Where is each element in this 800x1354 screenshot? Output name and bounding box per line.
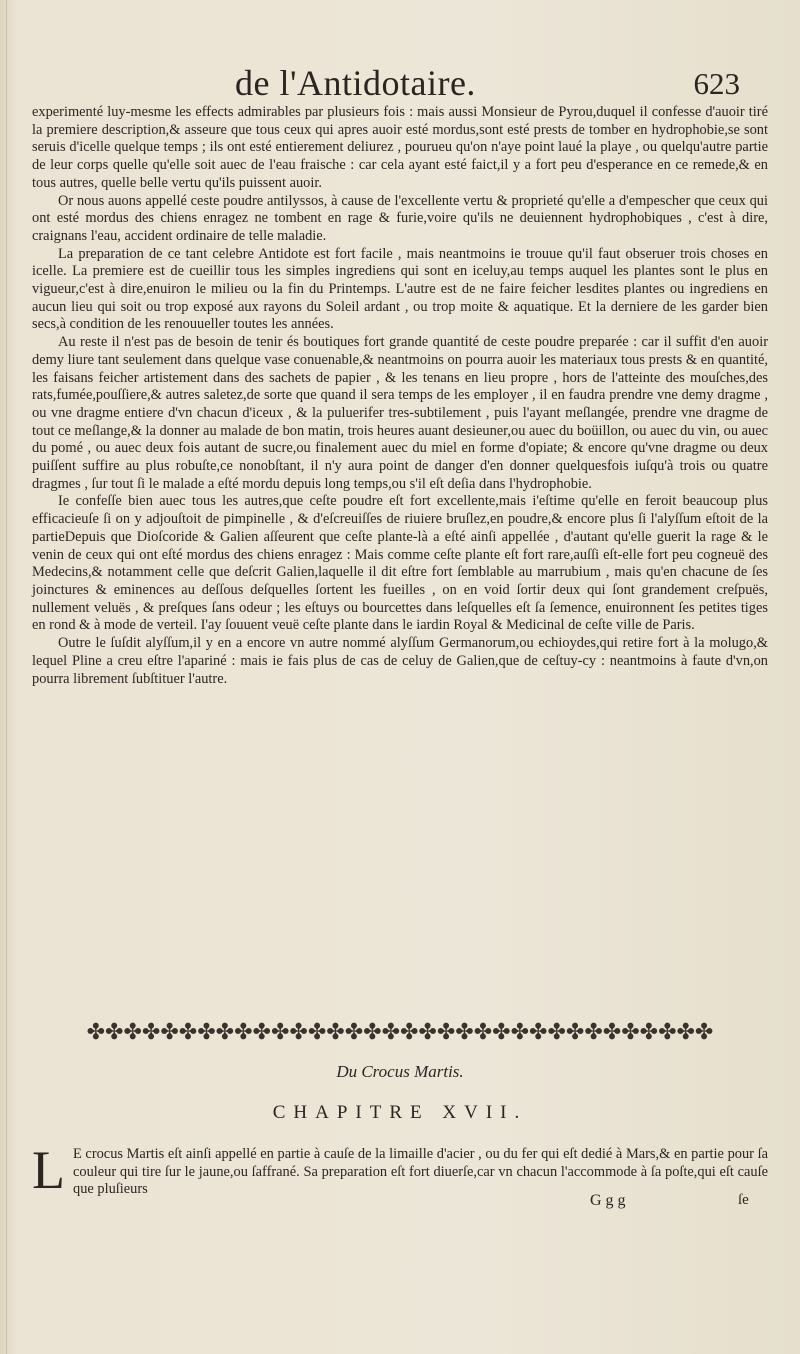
- paragraph-3: La preparation de ce tant celebre Antidote est fort facile , mais neantmoins ie trouue qu'il faut obseruer trois choses en icelle. La premiere est de cueillir tous les simples ingrediens qui sont en iceluy,au temps auquel les plantes sont le plus en vigueur,c'est à dire,enuiron le milieu ou la fin du Printemps. L'autre est de ne faire feicher lesdites plantes ou ingrediens en aucun lieu qui soit ou trop exposé aux rayons du Soleil ardant , ou trop moite & aquatique. Et la derniere de les garder bien secs,à condition de les renouueller toutes les années.: [32, 245, 768, 333]
- running-title: de l'Antidotaire.: [235, 63, 476, 103]
- page-gutter: [6, 0, 7, 1354]
- paragraph-6: Outre le ſuſdit alyſſum,il y en a encore vn autre nommé alyſſum Germanorum,ou echioydes,qui retire fort à la molugo,& lequel Pline a creu eſtre l'apariné : mais ie fais plus de cas de celuy de Galien,que de ceſtuy-cy : neantmoins à faute d'vn,on pourra librement ſubſtituer l'autre.: [32, 635, 768, 687]
- signature-mark: Ggg: [590, 1192, 630, 1209]
- catchword: ſe: [738, 1192, 749, 1208]
- ornament-band: ✤✤✤✤✤✤✤✤✤✤✤✤✤✤✤✤✤✤✤✤✤✤✤✤✤✤✤✤✤✤✤✤✤✤: [86, 1020, 714, 1045]
- drop-cap: L: [32, 1140, 65, 1200]
- chapter-heading: CHAPITRE XVII.: [272, 1102, 528, 1123]
- paragraph-5: Ie confeſſe bien auec tous les autres,que ceſte poudre eſt fort excellente,mais i'eſtime qu'elle en feroit beaucoup plus efficacieuſe ſi on y adjouſtoit de pimpinelle , & d'eſcreuiſſes de riuiere bruſlez,en poudre,& encore plus ſi l'alyſſum eſtoit de la partieDepuis que Dioſcoride & Galien aſſeurent que ceſte plante-là a eſté ainſi appellée , d'autant qu'elle guerit la rage & le venin de ceux qui ont eſté mordus des chiens enragez : Mais comme ceſte plante eſt fort rare,auſſi eſt-elle fort peu cogneuë des Medecins,& notamment celle que deſcrit Galien,laquelle il dit eſtre fort ſemblable au marrubium , mais qu'en chacune de ſes joinctures & eminences au deſſous deſquelles ſortent les fueilles , on en void ſortir deux qui ſont grandement creſpuës, nullement veluës , & preſques ſans odeur ; les eſtuys ou bourcettes dans leſquelles eſt ſa ſemence, enuironnent ſes petites tiges en rond & à mode de verteil. I'ay ſouuent veuë ceſte plante dans le iardin Royal & Medicinal de ceſte ville de Paris.: [32, 493, 768, 634]
- main-text: [32, 104, 768, 688]
- paragraph-2: Or nous auons appellé ceste poudre antilyssos, à cause de l'excellente vertu & proprieté qu'elle a d'empescher que ceux qui ont esté mordus des chiens enragez ne tombent en rage & furie,voire qu'ils ne deuiennent hydrophobiques , c'est à dire, craignans l'eau, accident ordinaire de telle maladie.: [32, 192, 768, 244]
- running-header: [30, 63, 770, 106]
- section-title: Du Crocus Martis.: [336, 1062, 464, 1081]
- page-number: 623: [693, 66, 740, 101]
- chapter-text: [32, 1140, 768, 1200]
- paragraph-1: experimenté luy-mesme les effects admirables par plusieurs fois : mais aussi Monsieur de Pyrou,duquel il confesse d'auoir tiré la premiere description,& asseure que tous ceux qui apres auoir esté mordus,sont esté prests de tomber en hydrophobie,se sont seruis d'icelle quelque temps ; ils ont esté entierement deliurez , pourueu qu'on n'aye point laué la playe , ou quelqu'autre partie de leur corps quelle qu'elle soit auec de l'eau fraische : car cela ayant esté faict,il y a fort peu d'esperance en ce remede,& en tous autres, quelle belle vertu qu'ils puissent auoir.: [32, 104, 768, 191]
- chapter-paragraph: E crocus Martis eſt ainſi appellé en partie à cauſe de la limaille d'acier , ou du fer qui eſt dedié à Mars,& en partie pour ſa couleur qui tire ſur le jaune,ou ſaffrané. Sa preparation eſt fort diuerſe,car vn chacun l'accommode à ſa poſte,qui eſt cauſe que pluſieurs: [73, 1146, 768, 1198]
- paragraph-4: Au reste il n'est pas de besoin de tenir és boutiques fort grande quantité de ceste poudre preparée : car il suffit d'en auoir demy liure tant seulement dans quelque vase conuenable,& neantmoins on pourra auoir les materiaux tous prests & en quantité, les faisans feicher artistement dans des sachets de papier , & les tenans en lieu propre , hors de l'atteinte des mouſches,des rats,fumée,pouſſiere,& autres saletez,de sorte que quand il sera temps de les employer , il en faudra prendre vne demy dragme , ou vne dragme entiere d'vn chacun d'iceux , & la puluerifer tres-subtilement , puis l'ayant meſlangée, prendre vne dragme de tout ce meſlange,& la donner au malade de bon matin, trois heures auant desieuner,ou auec du boüillon, ou auec du vin, ou auec du pomé , ou auec deux fois autant de sucre,ou finalement auec du miel en forme d'opiate; & encore qu'vne dragme ou deux puiſſent suffire au plus robuſte,ce nonobſtant, il n'y aura point de danger d'en donner quelquesfois iuſqu'à trois ou quatre dragmes , ſur tout ſi le malade a eſté mordu depuis long temps,ou s'il eſt deſia dans l'hydrophobie.: [32, 334, 768, 492]
